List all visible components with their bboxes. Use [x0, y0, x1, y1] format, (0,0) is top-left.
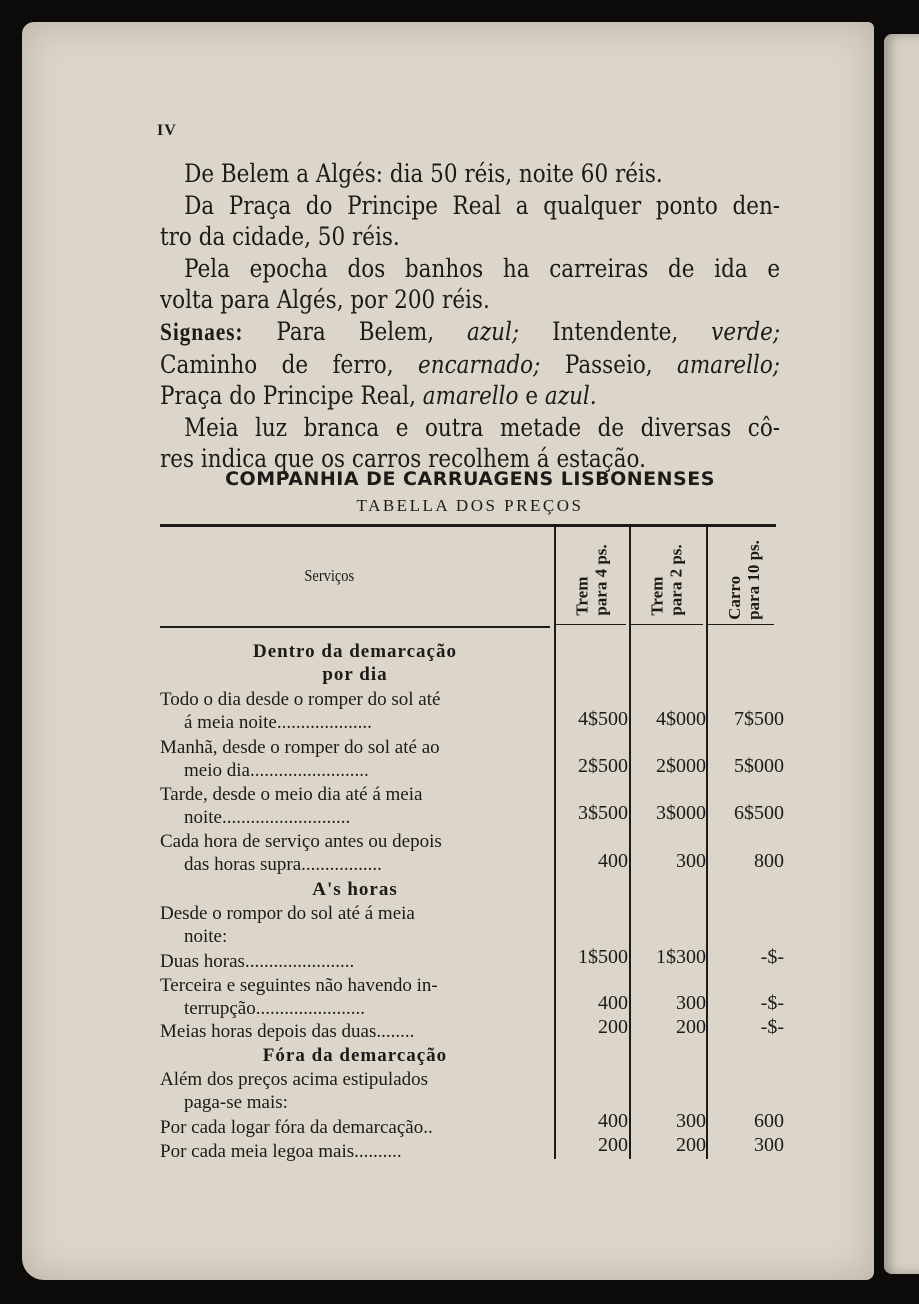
fare-principe-real-line2: tro da cidade, 50 réis.: [160, 222, 400, 252]
signals-line3: Praça do Principe Real, amarello e azul.: [160, 381, 597, 411]
next-page-edge: [884, 34, 919, 1274]
price-table-title: TABELLA DOS PREÇOS: [356, 496, 584, 515]
page-number: IV: [157, 122, 177, 139]
carro-10-column-header: Carro para 10 ps.: [725, 540, 764, 620]
price-cell: 3$000: [656, 802, 706, 824]
price-cell: 300: [754, 1134, 784, 1156]
table-row: Por cada logar fóra da demarcação..: [160, 1117, 433, 1138]
header-underline-c3: [708, 624, 774, 625]
table-row: Cada hora de serviço antes ou depois das horas supra.................: [160, 831, 442, 875]
table-row: Terceira e seguintes não havendo in- terrupção.......................: [160, 975, 438, 1019]
price-cell: 1$300: [656, 946, 706, 968]
price-cell: 400: [598, 850, 628, 872]
table-row: Por cada meia legoa mais..........: [160, 1141, 402, 1162]
price-cell: 1$500: [578, 946, 628, 968]
signals-line1: Signaes: Para Belem, azul; Intendente, verde;: [160, 316, 781, 346]
table-row: Duas horas.......................: [160, 951, 355, 972]
price-cell: 6$500: [734, 802, 784, 824]
price-cell: 200: [676, 1016, 706, 1038]
signals-line2: Caminho de ferro, encarnado; Passeio, amarello;: [160, 349, 781, 379]
table-header-rule: [160, 626, 550, 628]
section-inside-demarcation: Dentro da demarcação por dia: [253, 641, 457, 685]
price-cell: 400: [598, 992, 628, 1014]
bath-season-line1: Pela epocha dos banhos ha carreiras de ida e: [184, 253, 781, 283]
table-row: Meias horas depois das duas........: [160, 1021, 415, 1042]
company-title: COMPANHIA DE CARRUAGENS LISBONENSES: [225, 468, 715, 490]
price-cell: 4$000: [656, 708, 706, 730]
body-text: [160, 158, 780, 475]
price-cell: 300: [676, 1110, 706, 1132]
price-cell: 600: [754, 1110, 784, 1132]
column-rule-3: [706, 527, 708, 1159]
price-cell: 7$500: [734, 708, 784, 730]
price-cell: -$-: [760, 946, 784, 968]
lights-line1: Meia luz branca e outra metade de diversas cô-: [184, 412, 781, 442]
price-cell: -$-: [760, 992, 784, 1014]
section-by-hours: A's horas: [312, 879, 398, 900]
price-cell: 400: [598, 1110, 628, 1132]
price-cell: 200: [676, 1134, 706, 1156]
price-cell: 200: [598, 1134, 628, 1156]
price-cell: 3$500: [578, 802, 628, 824]
header-underline-c2: [631, 624, 703, 625]
price-cell: 2$500: [578, 755, 628, 777]
price-cell: 2$000: [656, 755, 706, 777]
signals-label: Signaes:: [160, 318, 244, 346]
price-cell: 4$500: [578, 708, 628, 730]
header-underline-c1: [556, 624, 626, 625]
table-row: Além dos preços acima estipulados paga-se mais:: [160, 1069, 429, 1113]
table-row: Desde o rompor do sol até á meia noite:: [160, 903, 415, 947]
trem-2-column-header: Trem para 2 ps.: [648, 544, 687, 616]
services-column-header: Serviços: [304, 566, 355, 585]
price-cell: 300: [676, 850, 706, 872]
bath-season-line2: volta para Algés, por 200 réis.: [160, 285, 490, 315]
price-cell: 800: [754, 850, 784, 872]
price-cell: -$-: [760, 1016, 784, 1038]
lights-line2: res indica que os carros recolhem á estação.: [160, 444, 646, 474]
section-outside-demarcation: Fóra da demarcação: [262, 1045, 448, 1066]
table-row: Todo o dia desde o romper do sol até á meia noite....................: [160, 689, 441, 733]
price-cell: 200: [598, 1016, 628, 1038]
price-cell: 5$000: [734, 755, 784, 777]
table-row: Tarde, desde o meio dia até á meia noite...........................: [160, 784, 423, 828]
fare-principe-real-line1: Da Praça do Principe Real a qualquer ponto den-: [184, 190, 781, 220]
fare-belem-alges: De Belem a Algés: dia 50 réis, noite 60 réis.: [184, 159, 663, 188]
column-rule-2: [629, 527, 631, 1159]
column-rule-1: [554, 527, 556, 1159]
table-top-rule: [160, 524, 776, 527]
trem-4-column-header: Trem para 4 ps.: [573, 544, 612, 616]
price-cell: 300: [676, 992, 706, 1014]
table-row: Manhã, desde o romper do sol até ao meio dia.........................: [160, 737, 440, 781]
